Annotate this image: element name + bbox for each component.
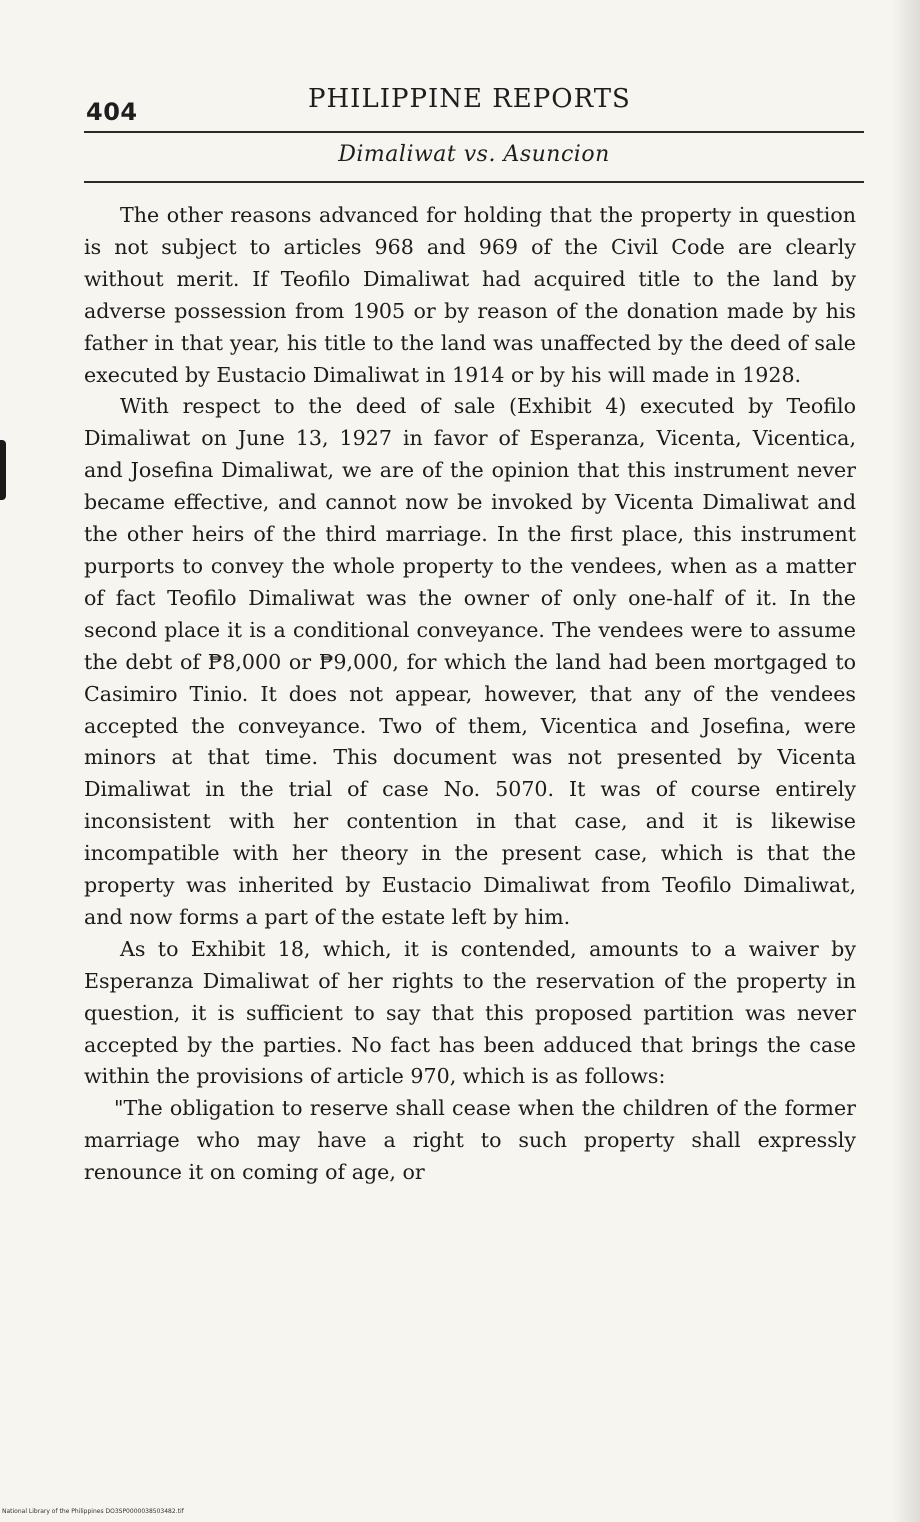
paragraph-other-reasons: The other reasons advanced for holding that the property in question is not subject to articles 968 and 969 of the Civil Code are clearly without merit. If Teofilo Dimaliwat had acquired title to the land by adverse possession from 1905 or by reason of the donation made by his father in that year, his title to the land was unaffected by the deed of sale executed by Eustacio Dimaliwat in 1914 or by his will made in 1928. — [84, 203, 856, 387]
page-number: 404 — [86, 98, 138, 126]
paragraph-article-970-quote: "The obligation to reserve shall cease when the children of the former marriage who may have a right to such property shall expressly renounce it on coming of age, or — [84, 1096, 856, 1185]
binding-mark — [0, 440, 6, 500]
body-text — [84, 200, 856, 1189]
case-caption: Dimaliwat vs. Asuncion — [338, 142, 610, 167]
journal-title: PHILIPPINE REPORTS — [308, 84, 631, 114]
page-edge-shadow — [892, 0, 920, 1522]
paragraph-exhibit-18: As to Exhibit 18, which, it is contended, amounts to a waiver by Esperanza Dimaliwat of her rights to the reservation of the property in question, it is sufficient to say that this proposed partition was never accepted by the parties. No fact has been adduced that brings the case within the provisions of article 970, which is as follows: — [84, 936, 856, 1089]
paragraph-deed-of-sale: With respect to the deed of sale (Exhibit 4) executed by Teofilo Dimaliwat on June 13, 1927 in favor of Esperanza, Vicenta, Vicentica, and Josefina Dimaliwat, we are of the opinion that this instrument never became effective, and cannot now be invoked by Vicenta Dimaliwat and the other heirs of the third marriage. In the first place, this instrument purports to convey the whole property to the vendees, when as a matter of fact Teofilo Dimaliwat was the owner of only one-half of it. In the second place it is a conditional conveyance. The vendees were to assume the debt of ₱8,000 or ₱9,000, for which the land had been mortgaged to Casimiro Tinio. It does not appear, however, that any of the vendees accepted the conveyance. Two of them, Vicentica and Josefina, were minors at that time. This document was not presented by Vicenta Dimaliwat in the trial of case No. 5070. It was of course entirely inconsistent with her contention in that case, and it is likewise incompatible with her theory in the present case, which is that the property was inherited by Eustacio Dimaliwat from Teofilo Dimaliwat, and now forms a part of the estate left by him. — [84, 394, 856, 929]
header-rule-bottom — [84, 181, 864, 183]
header-rule-top — [84, 131, 864, 133]
running-head — [84, 80, 864, 130]
scan-credit: National Library of the Philippines DO3SP0000038503482.tif — [2, 1508, 184, 1515]
